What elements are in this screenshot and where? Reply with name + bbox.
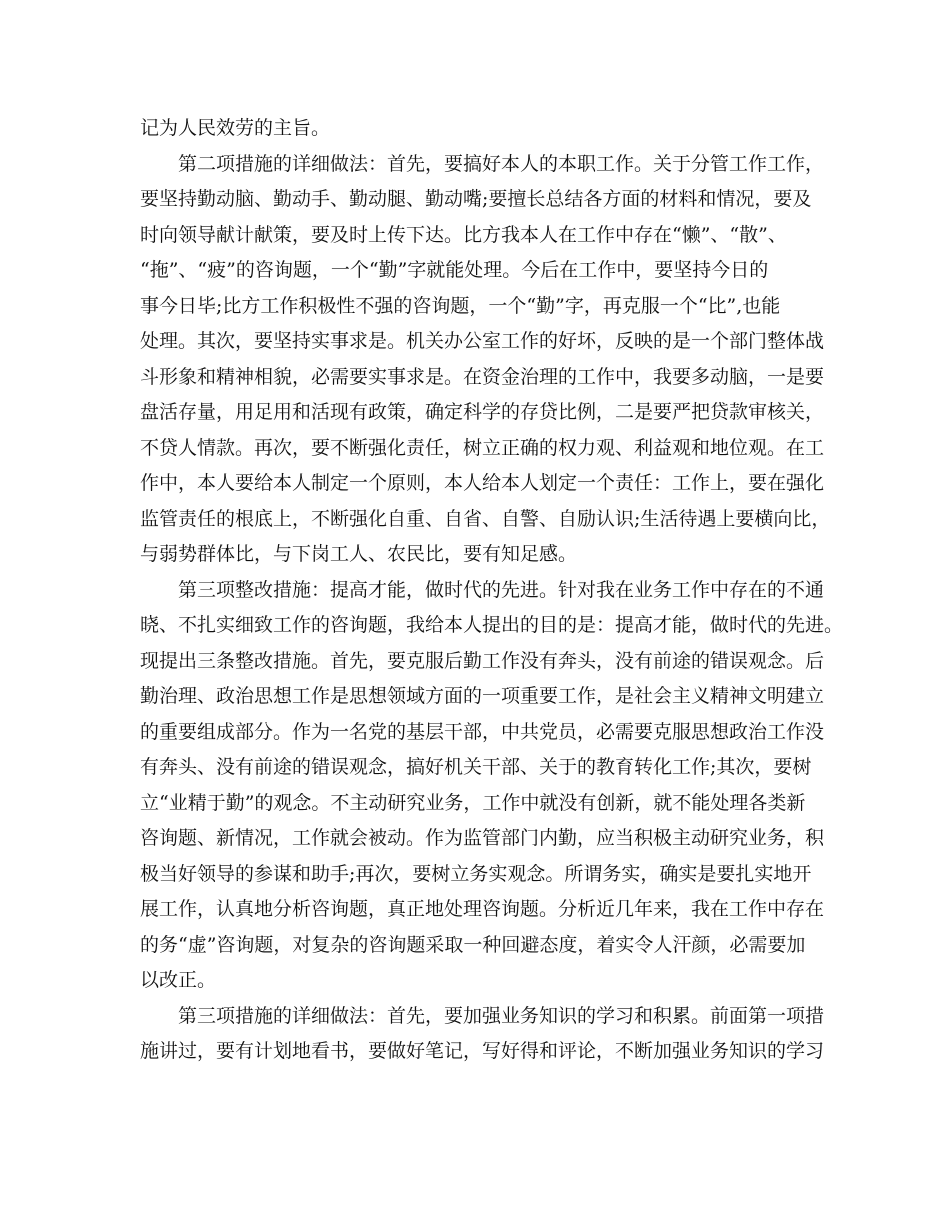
- paragraph-line: 展工作，认真地分析咨询题，真正地处理咨询题。分析近几年来，我在工作中存在: [140, 898, 825, 920]
- paragraph-line: 处理。其次，要坚持实事求是。机关办公室工作的好坏，反映的是一个部门整体战: [140, 330, 825, 352]
- paragraph-line: 勤治理、政治思想工作是思想领域方面的一项重要工作，是社会主义精神文明建立: [140, 685, 825, 707]
- paragraph-line: 现提出三条整改措施。首先，要克服后勤工作没有奔头，没有前途的错误观念。后: [140, 649, 825, 672]
- paragraph-first-line: 第三项整改措施：提高才能，做时代的先进。针对我在业务工作中存在的不通: [178, 578, 825, 601]
- paragraph-line: 盘活存量，用足用和活现有政策，确定科学的存贷比例，二是要严把贷款审核关，: [140, 401, 825, 423]
- paragraph-line: 有奔头、没有前途的错误观念，搞好机关干部、关于的教育转化工作;其次，要树: [140, 756, 812, 778]
- paragraph-line: 咨询题、新情况，工作就会被动。作为监管部门内勤，应当积极主动研究业务，积: [140, 827, 825, 849]
- paragraph-line: 记为人民效劳的主旨。: [140, 117, 331, 139]
- paragraph-line: 监管责任的根底上，不断强化自重、自省、自警、自励认识;生活待遇上要横向比，: [140, 507, 831, 530]
- paragraph-line: 时向领导献计献策，要及时上传下达。比方我本人在工作中存在“懒”、“散”、: [140, 223, 787, 246]
- paragraph-line: 作中，本人要给本人制定一个原则，本人给本人划定一个责任：工作上，要在强化: [140, 472, 825, 494]
- paragraph-line: 晓、不扎实细致工作的咨询题，我给本人提出的目的是：提高才能，做时代的先进。: [140, 614, 844, 636]
- paragraph-line: 施讲过，要有计划地看书，要做好笔记，写好得和评论，不断加强业务知识的学习: [140, 1040, 825, 1062]
- paragraph-line: 不贷人情款。再次，要不断强化责任，树立正确的权力观、利益观和地位观。在工: [140, 436, 825, 459]
- paragraph-line: 的重要组成部分。作为一名党的基层干部，中共党员，必需要克服思想政治工作没: [140, 720, 825, 743]
- paragraph-line: 与弱势群体比，与下岗工人、农民比，要有知足感。: [140, 543, 578, 565]
- paragraph-line: 以改正。: [140, 969, 217, 991]
- paragraph-line: 事今日毕;比方工作积极性不强的咨询题，一个“勤”字，再克服一个“比”,也能: [140, 294, 781, 317]
- paragraph-line: 要坚持勤动脑、勤动手、勤动腿、勤动嘴;要擅长总结各方面的材料和情况，要及: [140, 188, 812, 210]
- paragraph-first-line: 第二项措施的详细做法：首先，要搞好本人的本职工作。关于分管工作工作，: [178, 152, 825, 175]
- paragraph-line: “拖”、“疲”的咨询题，一个“勤”字就能处理。今后在工作中，要坚持今日的: [140, 259, 769, 281]
- paragraph-line: 立“业精于勤”的观念。不主动研究业务，工作中就没有创新，就不能处理各类新: [140, 791, 806, 814]
- paragraph-line: 极当好领导的参谋和助手;再次，要树立务实观念。所谓务实，确实是要扎实地开: [140, 862, 812, 885]
- paragraph-line: 的务“虚”咨询题，对复杂的咨询题采取一种回避态度，着实令人汗颜，必需要加: [140, 933, 806, 956]
- paragraph-line: 斗形象和精神相貌，必需要实事求是。在资金治理的工作中，我要多动脑，一是要: [140, 365, 825, 388]
- document-body: [140, 111, 844, 1070]
- paragraph-first-line: 第三项措施的详细做法：首先，要加强业务知识的学习和积累。前面第一项措: [178, 1004, 825, 1027]
